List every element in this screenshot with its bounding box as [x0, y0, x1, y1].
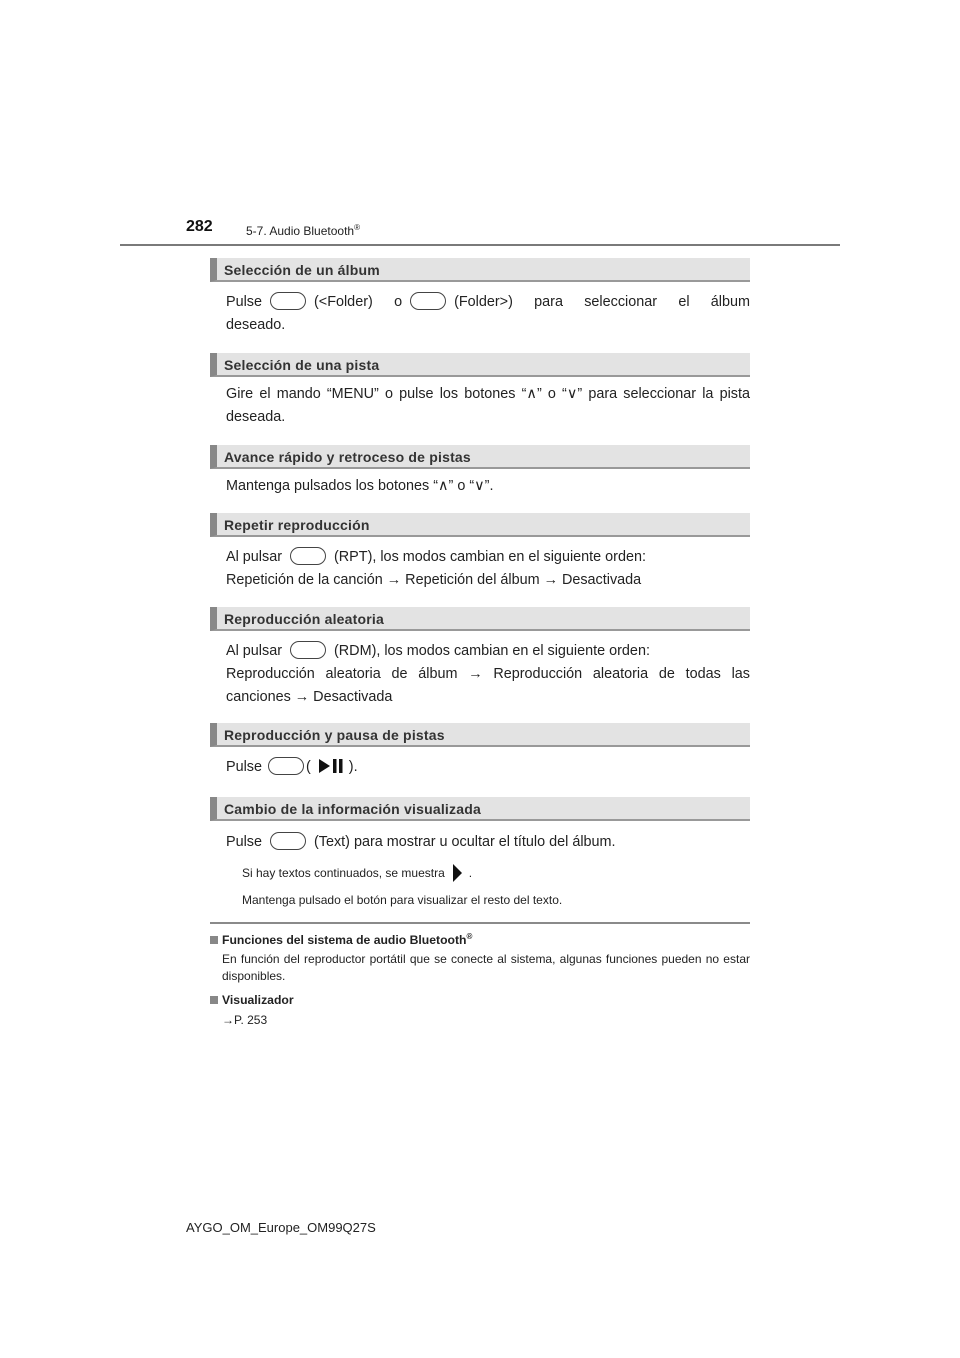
button-icon	[410, 292, 446, 310]
note-hold-button: Mantenga pulsado el botón para visualizar el resto del texto.	[242, 893, 563, 907]
text: Al pulsar	[226, 643, 282, 659]
play-pause-icon	[315, 758, 345, 774]
button-icon	[290, 547, 326, 565]
bullet-square-icon	[210, 936, 218, 944]
text: (Text) para mostrar u ocultar el título del álbum.	[314, 834, 616, 850]
info-heading-display	[210, 993, 750, 1007]
section-heading-playpause: Reproducción y pausa de pistas	[210, 723, 750, 747]
text-line: canciones → Desactivada	[226, 689, 393, 705]
text: .	[468, 866, 473, 880]
button-icon	[290, 641, 326, 659]
footer-doc-id: AYGO_OM_Europe_OM99Q27S	[186, 1220, 376, 1235]
text-line	[226, 640, 750, 663]
button-icon	[270, 292, 306, 310]
text: Visualizador	[222, 993, 294, 1008]
repeat-instructions	[226, 546, 750, 592]
text: Pulse	[226, 834, 262, 850]
text: Al pulsar	[226, 549, 282, 565]
registered-mark: ®	[354, 223, 360, 232]
album-instructions	[226, 291, 750, 314]
divider	[210, 922, 750, 924]
section-heading-display-info: Cambio de la información visualizada	[210, 797, 750, 821]
page-number: 282	[186, 218, 213, 235]
playpause-instructions	[226, 756, 750, 779]
text-line: deseada.	[226, 409, 286, 425]
track-instructions	[226, 383, 750, 429]
seek-instructions: Mantenga pulsados los botones “∧” o “∨”.	[226, 478, 494, 494]
text: ).	[348, 759, 358, 775]
section-heading-album: Selección de un álbum	[210, 258, 750, 282]
continue-arrow-icon	[451, 863, 463, 883]
text: (RPT), los modos cambian en el siguiente orden:	[334, 549, 646, 565]
button-icon	[268, 757, 304, 775]
text: (RDM), los modos cambian en el siguiente orden:	[334, 643, 650, 659]
registered-mark: ®	[466, 932, 473, 941]
text: (	[306, 759, 311, 775]
album-instructions-cont: deseado.	[226, 317, 286, 333]
text-line: Reproducción aleatoria de álbum → Reproducción aleatoria de todas las	[226, 666, 750, 682]
section-heading-repeat: Repetir reproducción	[210, 513, 750, 537]
button-icon	[270, 832, 306, 850]
note-continued-text	[242, 863, 750, 883]
text: Pulse	[226, 294, 262, 310]
random-instructions	[226, 640, 750, 709]
section-title-text: 5-7. Audio Bluetooth	[246, 224, 355, 238]
text: (Folder>) para seleccionar el álbum	[454, 294, 750, 310]
page-content	[210, 258, 750, 1029]
header-rule	[120, 244, 840, 246]
bullet-square-icon	[210, 996, 218, 1004]
text-line: Repetición de la canción → Repetición del álbum → Desactivada	[226, 572, 642, 588]
section-heading-random: Reproducción aleatoria	[210, 607, 750, 631]
section-heading-seek: Avance rápido y retroceso de pistas	[210, 445, 750, 469]
text-line	[226, 546, 750, 569]
text: (<Folder) o	[314, 294, 403, 310]
section-title	[246, 223, 360, 238]
text: Funciones del sistema de audio Bluetooth	[222, 933, 467, 948]
text: Pulse	[226, 759, 262, 775]
text: Si hay textos continuados, se muestra	[242, 866, 445, 880]
info-heading-functions	[210, 932, 750, 947]
display-info-instructions	[226, 831, 750, 854]
info-body-display: →P. 253	[222, 1013, 268, 1028]
text-line: Gire el mando “MENU” o pulse los botones “∧” o “∨” para seleccionar la pista	[226, 386, 750, 402]
info-body-functions: En función del reproductor portátil que se conecte al sistema, algunas funciones pueden no estar disponibles.	[222, 952, 750, 984]
section-heading-track: Selección de una pista	[210, 353, 750, 377]
